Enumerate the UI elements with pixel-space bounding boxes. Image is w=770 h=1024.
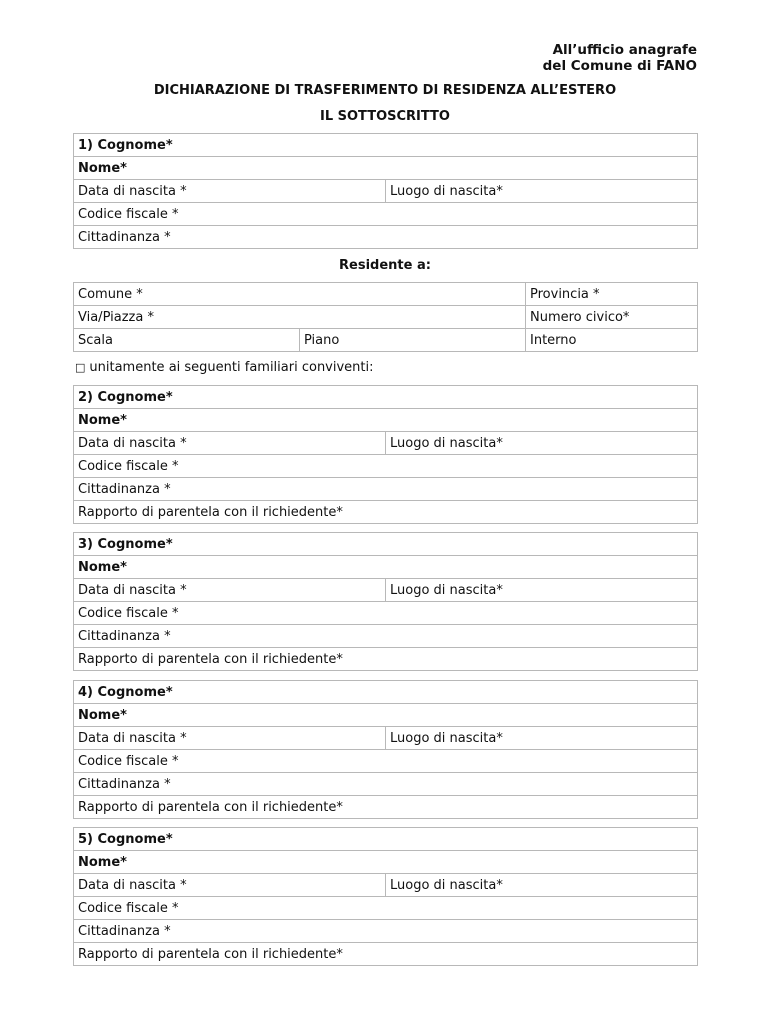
relationship-field[interactable]: Rapporto di parentela con il richiedente*	[74, 943, 698, 966]
nome-field[interactable]: Nome*	[74, 704, 698, 727]
comune-field[interactable]: Comune *	[74, 283, 526, 306]
scala-field[interactable]: Scala	[74, 329, 300, 352]
nome-field[interactable]: Nome*	[74, 851, 698, 874]
relationship-field[interactable]: Rapporto di parentela con il richiedente*	[74, 648, 698, 671]
family-member-table	[73, 827, 698, 966]
cognome-field[interactable]: 4) Cognome*	[74, 681, 698, 704]
cognome-field[interactable]: 3) Cognome*	[74, 533, 698, 556]
cognome-field[interactable]: 5) Cognome*	[74, 828, 698, 851]
birth-place-field[interactable]: Luogo di nascita*	[386, 727, 698, 750]
citizenship-field[interactable]: Cittadinanza *	[74, 478, 698, 501]
relationship-field[interactable]: Rapporto di parentela con il richiedente*	[74, 501, 698, 524]
birth-date-field[interactable]: Data di nascita *	[74, 432, 386, 455]
provincia-field[interactable]: Provincia *	[526, 283, 698, 306]
tax-code-field[interactable]: Codice fiscale *	[74, 455, 698, 478]
nome-field[interactable]: Nome*	[74, 556, 698, 579]
birth-date-field[interactable]: Data di nascita *	[74, 727, 386, 750]
tax-code-field[interactable]: Codice fiscale *	[74, 897, 698, 920]
document-title: DICHIARAZIONE DI TRASFERIMENTO DI RESIDENZA ALL’ESTERO	[153, 83, 617, 98]
citizenship-field[interactable]: Cittadinanza *	[74, 625, 698, 648]
birth-place-field[interactable]: Luogo di nascita*	[386, 432, 698, 455]
applicant-table	[73, 133, 698, 249]
citizenship-field[interactable]: Cittadinanza *	[74, 773, 698, 796]
document-subtitle: IL SOTTOSCRITTO	[320, 109, 450, 124]
residence-heading: Residente a:	[339, 258, 431, 273]
birth-place-field[interactable]: Luogo di nascita*	[386, 579, 698, 602]
relationship-field[interactable]: Rapporto di parentela con il richiedente*	[74, 796, 698, 819]
street-number-field[interactable]: Numero civico*	[526, 306, 698, 329]
family-member-table	[73, 532, 698, 671]
family-member-table	[73, 385, 698, 524]
citizenship-field[interactable]: Cittadinanza *	[74, 226, 698, 249]
family-checkbox[interactable]: □	[75, 361, 86, 374]
office-address	[543, 42, 697, 74]
office-line-1: All’ufficio anagrafe	[552, 42, 697, 58]
office-line-2: del Comune di FANO	[542, 58, 697, 74]
citizenship-field[interactable]: Cittadinanza *	[74, 920, 698, 943]
via-field[interactable]: Via/Piazza *	[74, 306, 526, 329]
birth-date-field[interactable]: Data di nascita *	[74, 579, 386, 602]
nome-field[interactable]: Nome*	[74, 409, 698, 432]
interno-field[interactable]: Interno	[526, 329, 698, 352]
family-option-label: unitamente ai seguenti familiari conviventi:	[89, 360, 374, 375]
cognome-field[interactable]: 2) Cognome*	[74, 386, 698, 409]
piano-field[interactable]: Piano	[300, 329, 526, 352]
birth-date-field[interactable]: Data di nascita *	[74, 180, 386, 203]
residence-table	[73, 282, 698, 352]
tax-code-field[interactable]: Codice fiscale *	[74, 602, 698, 625]
tax-code-field[interactable]: Codice fiscale *	[74, 203, 698, 226]
birth-place-field[interactable]: Luogo di nascita*	[386, 874, 698, 897]
cognome-field[interactable]: 1) Cognome*	[74, 134, 698, 157]
nome-field[interactable]: Nome*	[74, 157, 698, 180]
birth-date-field[interactable]: Data di nascita *	[74, 874, 386, 897]
tax-code-field[interactable]: Codice fiscale *	[74, 750, 698, 773]
family-members-option[interactable]	[75, 360, 374, 375]
family-member-table	[73, 680, 698, 819]
birth-place-field[interactable]: Luogo di nascita*	[386, 180, 698, 203]
